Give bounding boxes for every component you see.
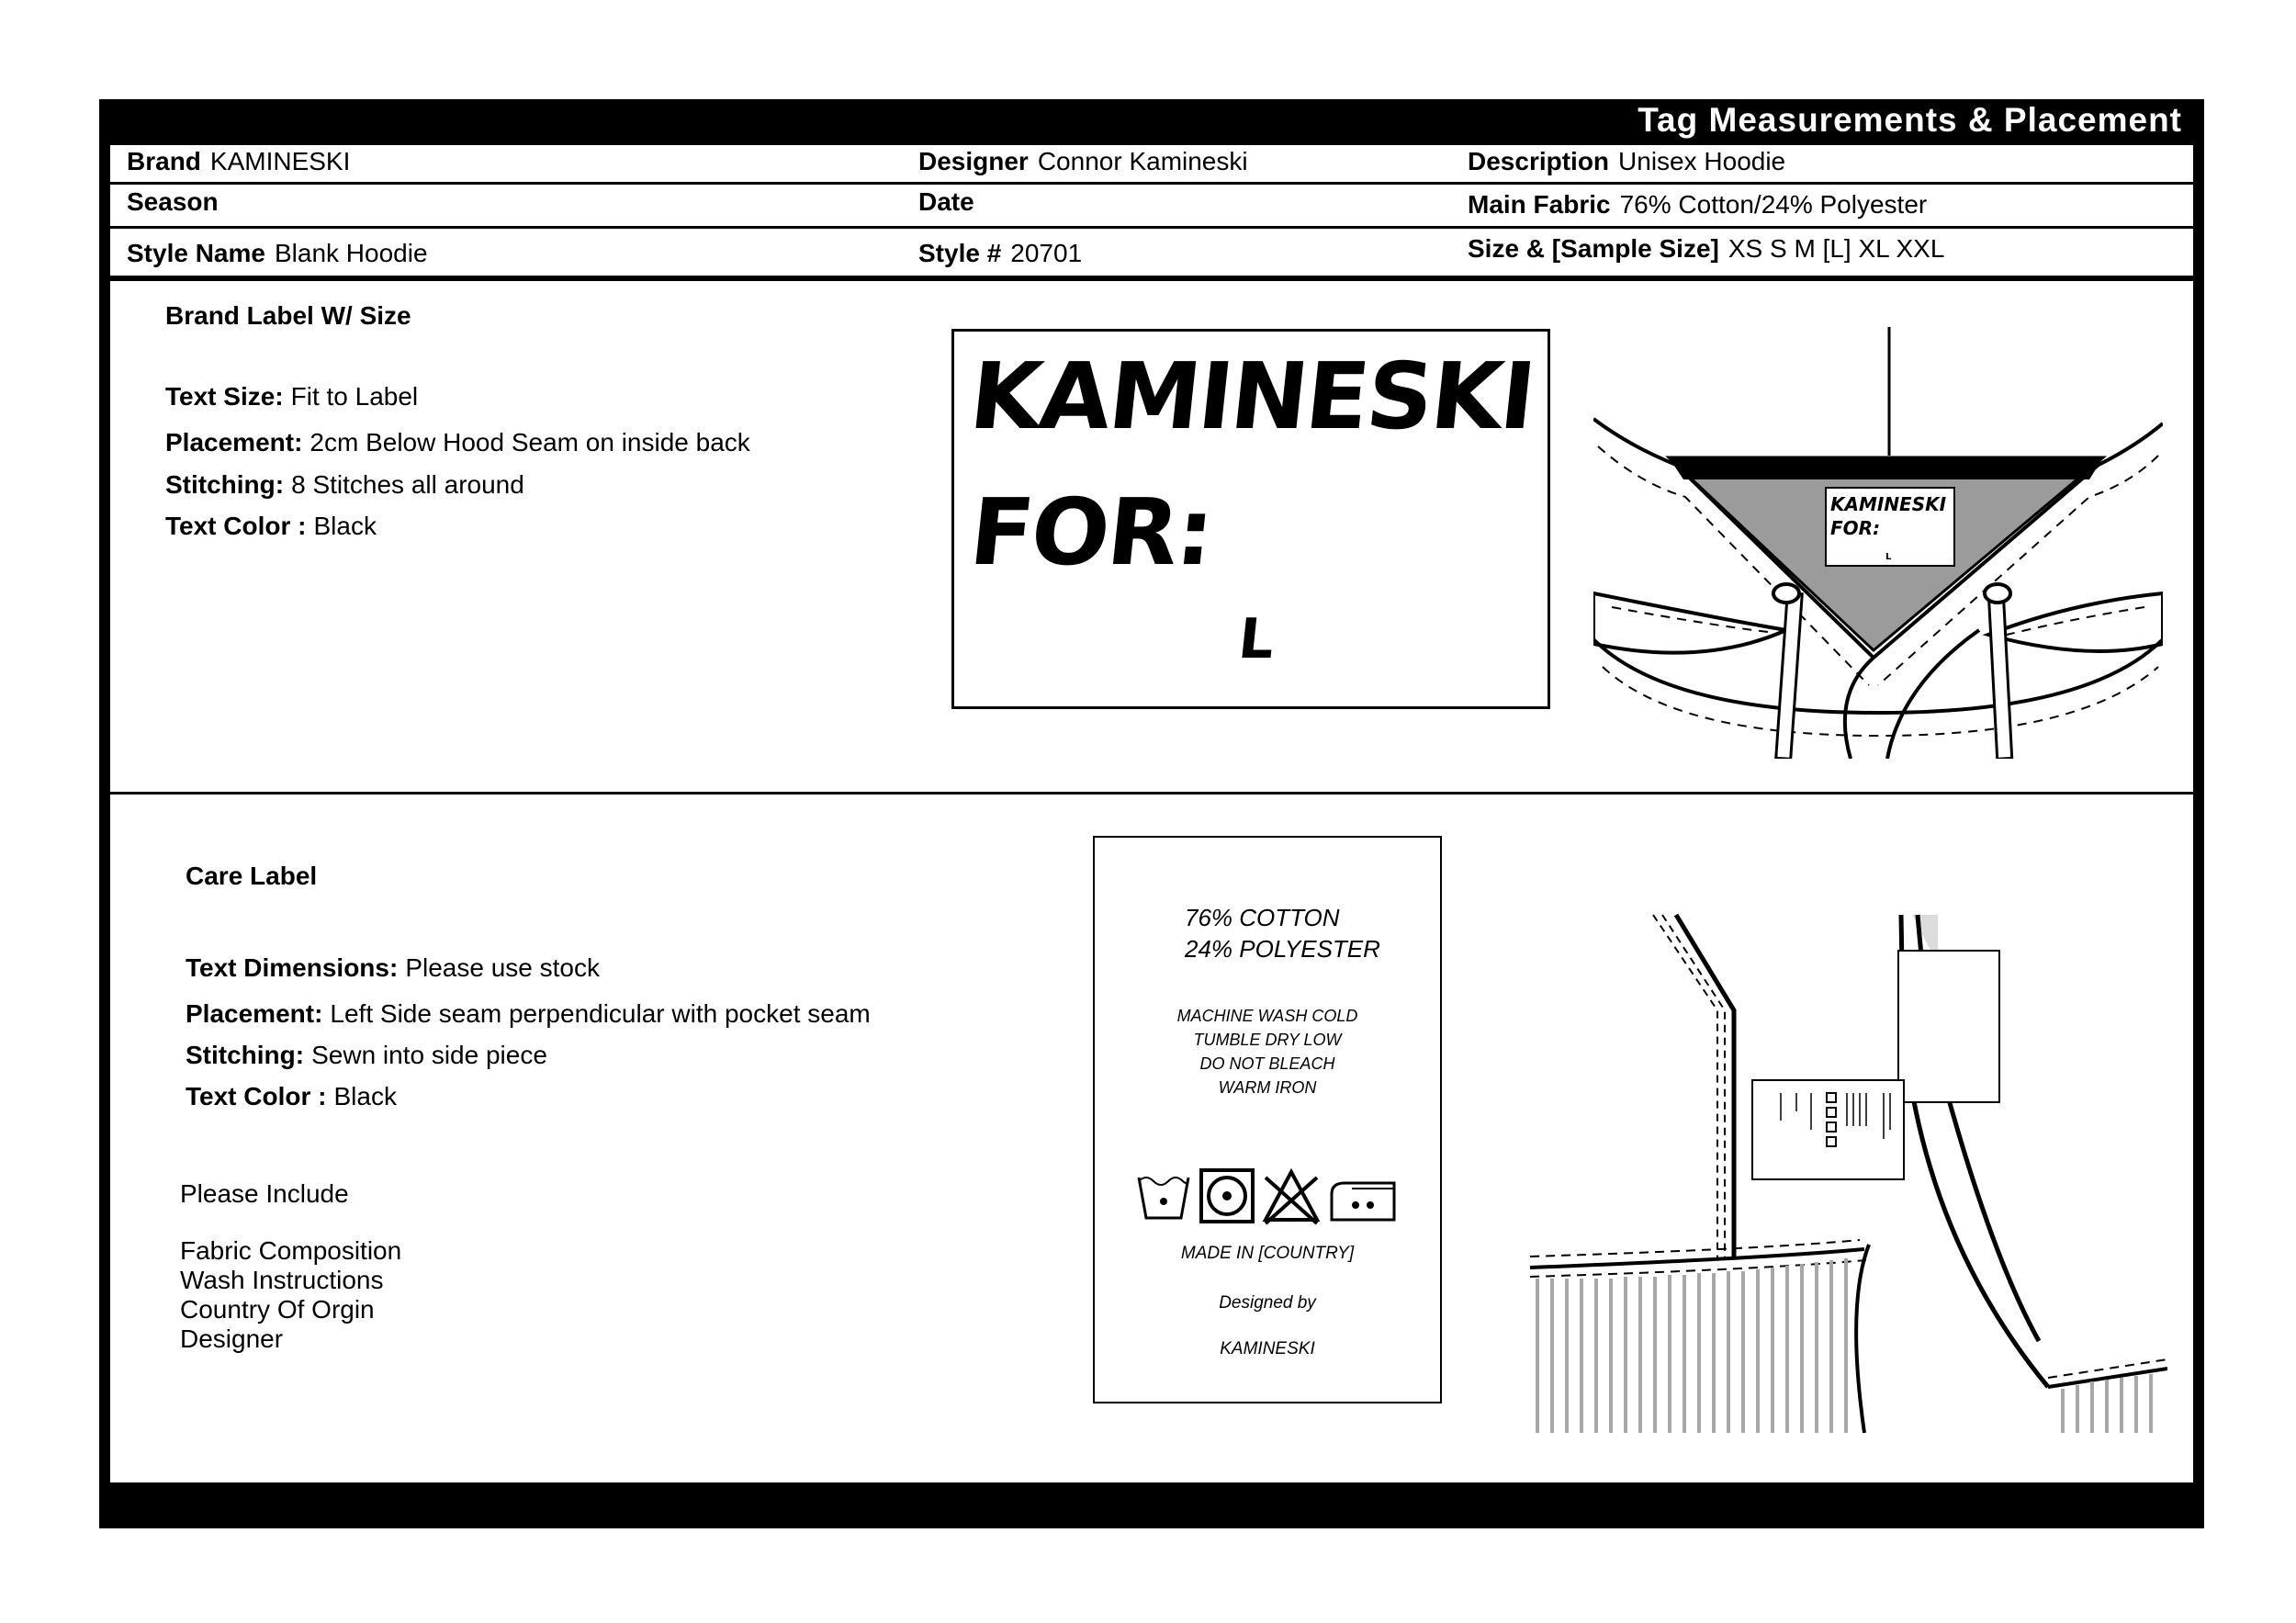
mini-label-line2: FOR: (1830, 517, 1881, 539)
brand-label-size: L (1235, 607, 1276, 671)
sheet-title: Tag Measurements & Placement (1638, 101, 2182, 139)
header-divider (110, 226, 2193, 229)
spec-text-size: Text Size: Fit to Label (165, 382, 419, 411)
header-divider (110, 182, 2193, 185)
field-designer: Designer Connor Kamineski (918, 147, 1248, 175)
include-item: Wash Instructions (180, 1266, 384, 1294)
field-size: Size & [Sample Size] XS S M [L] XL XXL (1468, 234, 1945, 263)
header-divider-bottom (110, 276, 2193, 281)
tumble-dry-low-icon (1201, 1170, 1253, 1222)
include-item: Designer (180, 1324, 284, 1353)
care-made-in: MADE IN [COUNTRY] (1180, 1244, 1355, 1263)
side-care-label-tag (1752, 1080, 1904, 1179)
care-instruction: MACHINE WASH COLD (1176, 1007, 1358, 1025)
care-instruction: TUMBLE DRY LOW (1193, 1031, 1342, 1049)
spec-text-color: Text Color : Black (165, 512, 377, 540)
spec-care-stitching: Stitching: Sewn into side piece (186, 1041, 547, 1069)
care-composition-1: 76% COTTON (1185, 904, 1340, 931)
mini-label-size: L (1885, 552, 1892, 562)
field-date: Date (918, 187, 974, 216)
care-label-heading: Care Label (186, 862, 318, 890)
brand-label-heading: Brand Label W/ Size (165, 301, 411, 330)
warm-iron-icon (1332, 1183, 1394, 1220)
spec-care-placement: Placement: Left Side seam perpendicular with pocket seam (186, 999, 871, 1028)
side-care-label (1898, 951, 1999, 1102)
spec-care-text-color: Text Color : Black (186, 1082, 397, 1110)
field-style-name: Style Name Blank Hoodie (127, 239, 428, 267)
mini-label-line1: KAMINESKI (1830, 493, 1947, 515)
include-heading: Please Include (180, 1179, 349, 1208)
do-not-bleach-icon (1266, 1172, 1317, 1223)
section-divider (110, 792, 2193, 795)
field-brand: Brand KAMINESKI (127, 147, 351, 175)
care-designer: KAMINESKI (1220, 1339, 1315, 1358)
brand-label-line2: FOR: (964, 479, 1218, 586)
care-label-mockup (1093, 836, 1442, 1403)
spec-text-dimensions: Text Dimensions: Please use stock (186, 953, 600, 982)
field-style-number: Style # 20701 (918, 239, 1083, 267)
brand-label-line1: KAMINESKI (964, 343, 1539, 450)
care-symbols (1137, 1168, 1403, 1227)
side-seam-illustration (1525, 909, 2167, 1442)
care-instruction: DO NOT BLEACH (1199, 1054, 1335, 1073)
wash-cold-icon (1139, 1178, 1188, 1218)
spec-stitching: Stitching: 8 Stitches all around (165, 470, 524, 499)
hood-placement-illustration (1593, 327, 2163, 759)
hem-rib-lines (1537, 1258, 2151, 1433)
care-instruction: WARM IRON (1218, 1078, 1317, 1097)
spec-placement: Placement: 2cm Below Hood Seam on inside back (165, 428, 750, 456)
brand-label-mockup (951, 329, 1550, 709)
field-description: Description Unisex Hoodie (1468, 147, 1786, 175)
care-composition-2: 24% POLYESTER (1185, 935, 1380, 963)
care-designed-by: Designed by (1219, 1293, 1316, 1313)
field-main-fabric: Main Fabric 76% Cotton/24% Polyester (1468, 190, 1928, 219)
include-item: Fabric Composition (180, 1236, 402, 1265)
include-item: Country Of Orgin (180, 1295, 375, 1324)
field-season: Season (127, 187, 219, 216)
